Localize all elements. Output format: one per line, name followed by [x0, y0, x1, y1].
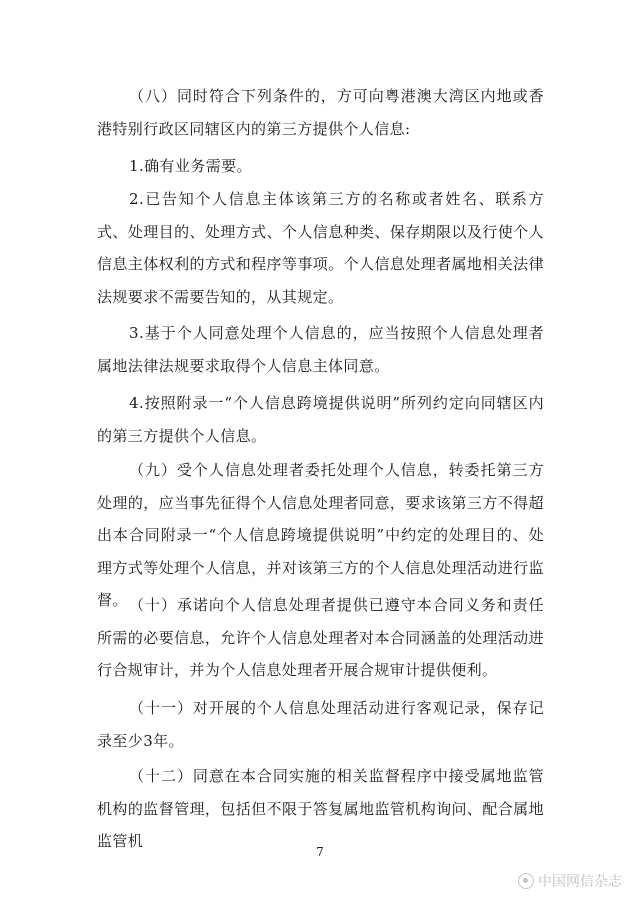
paragraph-clause-9: （九）受个人信息处理者委托处理个人信息，转委托第三方处理的，应当事先征得个人信息处理者同意，要求该第三方不得超出本合同附录一“个人信息跨境提供说明”中约定的处理目的、处理方式等处理个人信息，并对该第三方的个人信息处理活动进行监督。 [97, 461, 544, 609]
circle-logo-icon [518, 873, 534, 889]
paragraph-item-2: 2.已告知个人信息主体该第三方的名称或者姓名、联系方式、处理目的、处理方式、个人信息种类、保存期限以及行使个人信息主体权利的方式和程序等事项。个人信息处理者属地相关法律法规要求不需要告知的，从其规定。 [97, 190, 544, 306]
watermark [518, 870, 622, 892]
paragraph-item-1: 1.确有业务需要。 [129, 157, 252, 175]
paragraph-item-3: 3.基于个人同意处理个人信息的，应当按照个人信息处理者属地法律法规要求取得个人信息主体同意。 [97, 324, 544, 375]
paragraph-clause-8: （八）同时符合下列条件的，方可向粤港澳大湾区内地或香港特别行政区同辖区内的第三方提供个人信息: [97, 87, 544, 138]
paragraph-clause-10: （十）承诺向个人信息处理者提供已遵守本合同义务和责任所需的必要信息，允许个人信息处理者对本合同涵盖的处理活动进行合规审计，并为个人信息处理者开展合规审计提供便利。 [97, 596, 544, 679]
paragraph-clause-11: （十一）对开展的个人信息处理活动进行客观记录，保存记录至少3年。 [97, 699, 544, 750]
watermark-text: 中国网信杂志 [538, 874, 622, 890]
paragraph-clause-12: （十二）同意在本合同实施的相关监督程序中接受属地监管机构的监督管理，包括但不限于答复属地监管机构询问、配合属地监管机 [97, 767, 544, 850]
page-number: 7 [316, 845, 324, 859]
paragraph-item-4: 4.按照附录一“个人信息跨境提供说明”所列约定向同辖区内的第三方提供个人信息。 [97, 394, 544, 445]
